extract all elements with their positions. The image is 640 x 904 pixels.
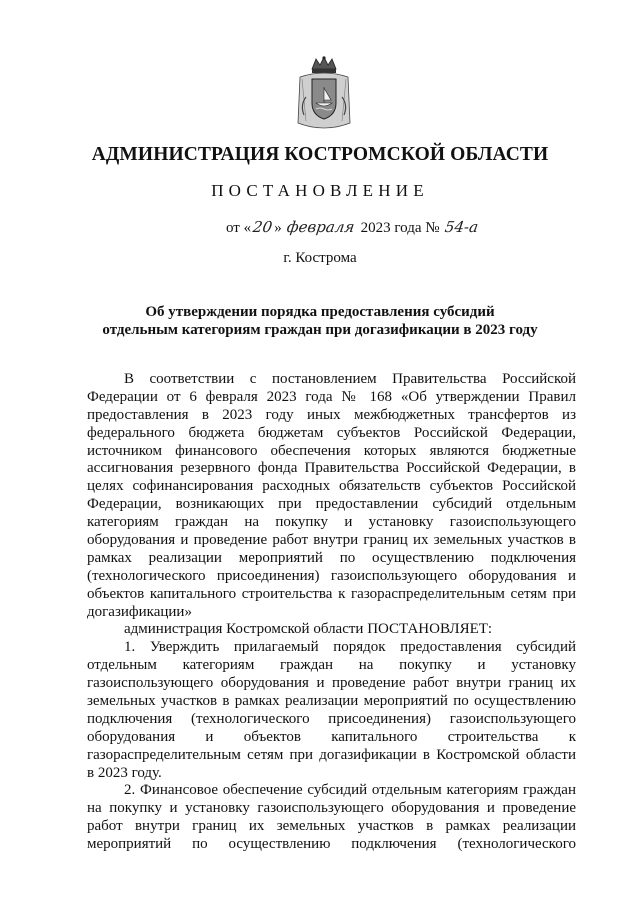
body-line: категориям граждан на покупку и установку газоиспользующего (87, 514, 576, 531)
body-line: В соответствии с постановлением Правительства Российской (124, 371, 576, 387)
document-type: ПОСТАНОВЛЕНИЕ (211, 181, 429, 200)
body-line: 1. Уверждить прилагаемый порядок предоставления субсидий (124, 639, 576, 656)
body-line: федерального бюджета бюджетам субъектов Российской Федерации, (87, 424, 576, 441)
body-line: рамках реализации мероприятий по осуществлению подключения (87, 549, 576, 566)
body-line: газораспределительным сетям при догазификации в Костромской области (87, 746, 576, 763)
body-line: оборудования и проведение работ внутри границ их земельных участков в (87, 532, 576, 549)
body-line: догазификации» (87, 603, 192, 620)
body-line: целях софинансирования расходных обязательств субъектов Российской (87, 478, 576, 495)
body-line: Федерации от 6 февраля 2023 года № 168 «Об утверждении Правил (87, 388, 576, 405)
body-line: объектов капитального строительства к газораспределительным сетям при (87, 585, 576, 602)
title-line: отдельным категориям граждан при догазификации в 2023 году (102, 322, 538, 338)
body-line: предоставления в 2023 году иных межбюджетных трансфертов из (87, 406, 576, 423)
title-line: Об утверждении порядка предоставления субсидий (145, 304, 495, 320)
body-line: земельных участков в рамках реализации мероприятий по осуществлению (87, 693, 576, 710)
body-line: отдельным категориям граждан на покупку и установку (87, 657, 576, 674)
coat-of-arms-emblem (294, 55, 354, 133)
body-line: работ внутри границ их земельных участков в рамках реализации (87, 818, 576, 835)
body-line: подключения (технологического присоединения) газоиспользующего (87, 710, 576, 727)
date-prefix: от « (226, 220, 252, 236)
document-title (0, 303, 640, 339)
body-line: ассигнования резервного фонда Правительства Российской Федерации, в (87, 460, 576, 477)
date-year-text: 2023 года № (360, 220, 440, 236)
handwritten-doc-number: 54-а (444, 218, 480, 236)
body-line: в 2023 году. (87, 764, 162, 781)
handwritten-day: 20 (251, 218, 274, 236)
body-line: Федерации, возникающих при предоставлении субсидий отдельным (87, 496, 576, 513)
body-line: администрация Костромской области ПОСТАНОВЛЯЕТ: (124, 621, 493, 638)
body-line: мероприятий по осуществлению подключения (технологического (87, 836, 576, 853)
organization-title: АДМИНИСТРАЦИЯ КОСТРОМСКОЙ ОБЛАСТИ (91, 144, 549, 165)
body-line: источником финансового обеспечения которых являются бюджетные (87, 442, 576, 459)
body-line: на покупку и установку газоиспользующего оборудования и проведение (87, 800, 576, 817)
body-line: (технологического присоединения) газоиспользующего оборудования и (87, 567, 576, 584)
city-line: г. Кострома (283, 250, 357, 266)
document-body (87, 371, 576, 854)
body-line: оборудования и объектов капитального строительства к (87, 728, 576, 745)
date-quote-close: » (274, 220, 282, 236)
body-line: газоиспользующего оборудования и проведение работ внутри границ их (87, 675, 576, 692)
date-number-line (226, 218, 480, 237)
body-line: 2. Финансовое обеспечение субсидий отдельным категориям граждан (124, 782, 576, 799)
handwritten-month: февраля (286, 218, 357, 236)
